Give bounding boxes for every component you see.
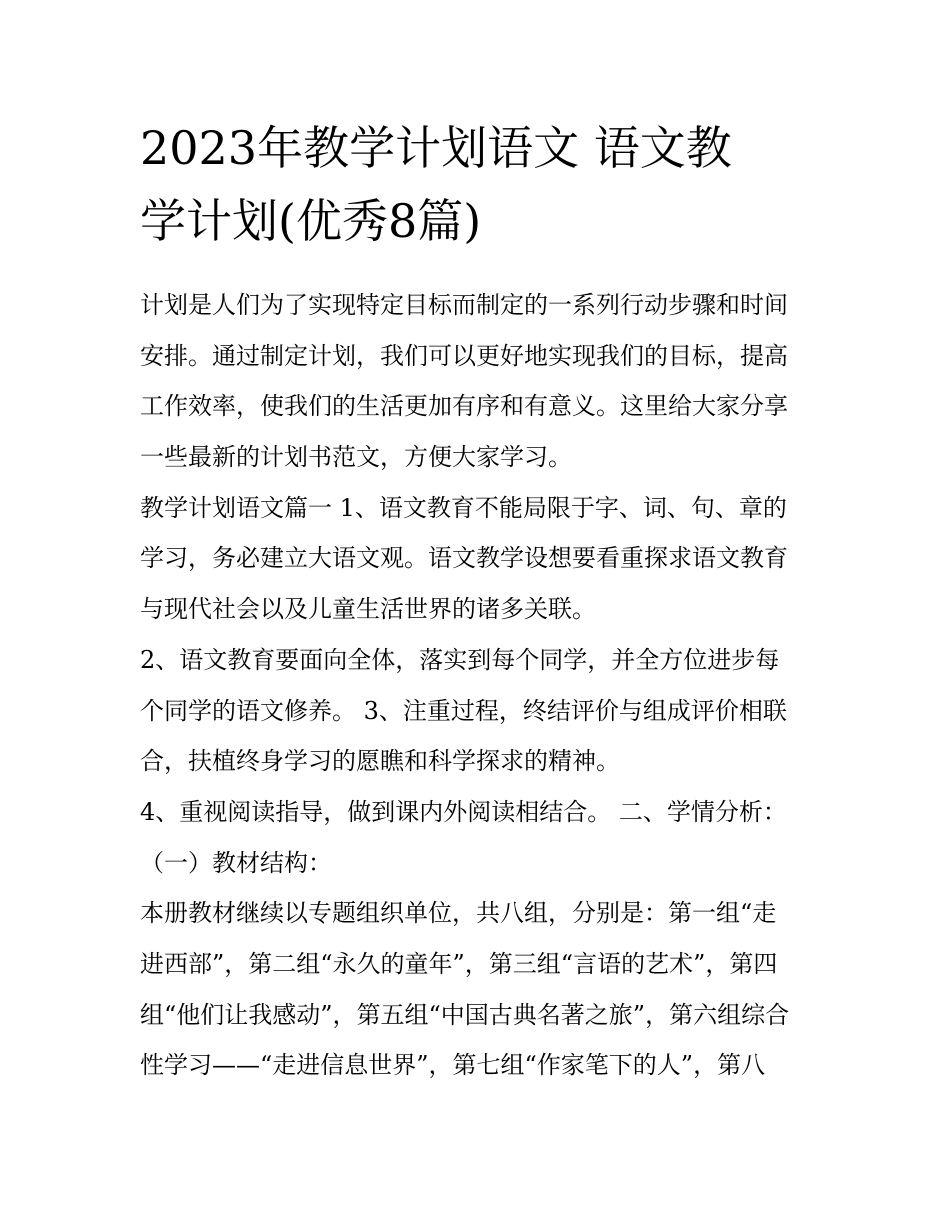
document-title [140, 112, 820, 258]
body-line: （一）教材结构： [140, 848, 332, 877]
body-line: 性学习——“走进信息世界”，第七组“作家笔下的人”，第八 [140, 1051, 766, 1080]
body-line: 一些最新的计划书范文，方便大家学习。 [140, 443, 572, 472]
body-line: 学习，务必建立大语文观。语文教学设想要看重探求语文教育 [140, 544, 788, 573]
title-line: 2023年教学计划语文 语文教 [140, 121, 732, 175]
body-line: 4、重视阅读指导，做到课内外阅读相结合。 二、学情分析： [140, 797, 787, 826]
body-line: 个同学的语文修养。 3、注重过程，终结评价与组成评价相联 [140, 696, 787, 725]
body-line: 计划是人们为了实现特定目标而制定的一系列行动步骤和时间 [140, 291, 788, 319]
body-line: 合，扶植终身学习的愿瞧和科学探求的精神。 [140, 747, 620, 776]
body-line: 2、语文教育要面向全体，落实到每个同学，并全方位进步每 [140, 645, 780, 674]
body-line: 安排。通过制定计划，我们可以更好地实现我们的目标，提高 [140, 341, 788, 370]
body-line: 组“他们让我感动”，第五组“中国古典名著之旅”，第六组综合 [140, 1000, 790, 1029]
body-line: 本册教材继续以专题组织单位，共八组，分别是：第一组“走 [140, 899, 777, 928]
body-line: 工作效率，使我们的生活更加有序和有意义。这里给大家分享 [140, 392, 788, 421]
title-line: 学计划(优秀8篇) [140, 194, 482, 248]
body-line: 与现代社会以及儿童生活世界的诸多关联。 [140, 595, 596, 624]
body-line: 进西部”，第二组“永久的童年”，第三组“言语的艺术”，第四 [140, 949, 778, 978]
body-line: 教学计划语文篇一 1、语文教育不能局限于字、词、句、章的 [140, 493, 787, 522]
document-body [140, 280, 830, 1091]
